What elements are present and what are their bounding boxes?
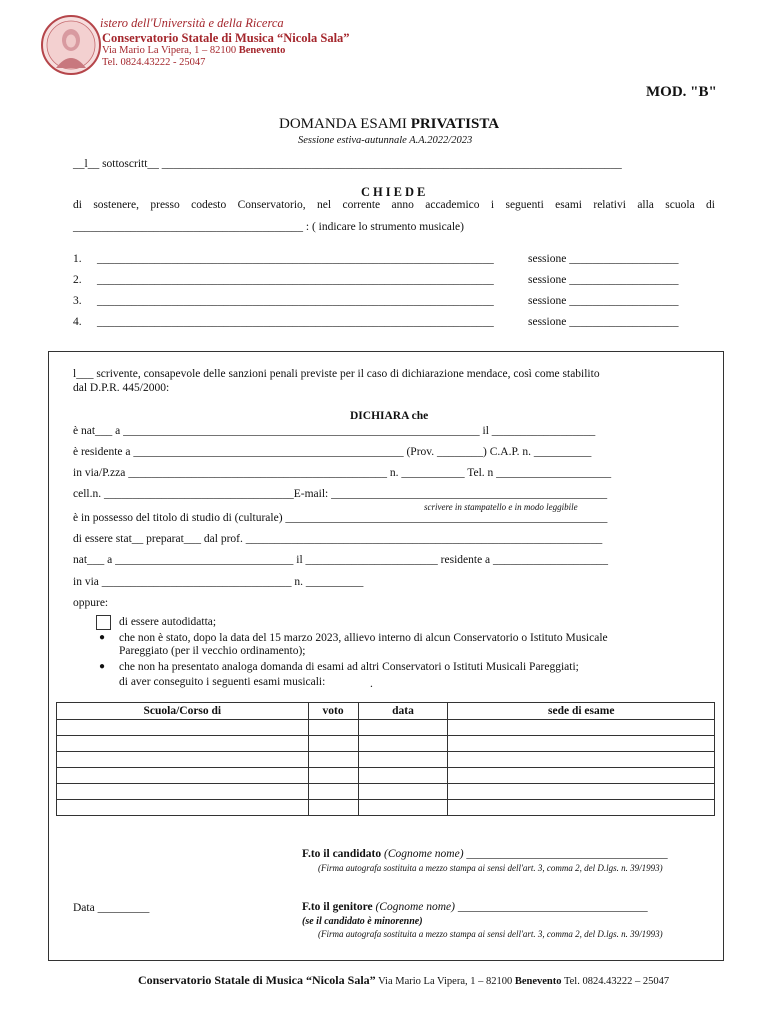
table-cell[interactable]: [308, 768, 358, 784]
table-cell[interactable]: [57, 800, 309, 816]
table-cell[interactable]: [358, 784, 448, 800]
residence-line[interactable]: è residente a _______________________________________________ (Prov. ________) C.A.P. n. __________: [73, 446, 592, 458]
request-text: di sostenere, presso codesto Conservatorio, nel corrente anno accademico i seguenti esami relativi alla scuola di: [73, 199, 715, 211]
write-legibly-note: scrivere in stampatello e in modo leggibile: [424, 502, 578, 512]
prepared-by-line[interactable]: di essere stat__ preparat___ dal prof. ______________________________________________________________: [73, 533, 603, 545]
conservatory-address: [102, 45, 285, 56]
table-cell[interactable]: [358, 720, 448, 736]
exam-line-1-session[interactable]: sessione ___________________: [528, 253, 679, 265]
parent-blank: _________________________________: [457, 901, 648, 913]
table-cell[interactable]: [358, 752, 448, 768]
table-header-row: [57, 703, 715, 720]
table-cell[interactable]: [57, 720, 309, 736]
table-cell[interactable]: [308, 752, 358, 768]
form-title: [279, 116, 499, 133]
candidate-signature-line[interactable]: [302, 848, 668, 860]
address-city: Benevento: [238, 45, 286, 56]
declaration-intro-2: dal D.P.R. 445/2000:: [73, 382, 170, 394]
table-row: [57, 800, 715, 816]
col-date: data: [358, 703, 448, 720]
table-cell[interactable]: [448, 736, 715, 752]
not-enrolled-text-2: Pareggiato (per il vecchio ordinamento);: [119, 645, 306, 657]
ministry-header: istero dell'Università e della Ricerca: [100, 16, 284, 30]
minor-note: (se il candidato è minorenne): [302, 916, 423, 927]
parent-name-hint: (Cognome nome): [372, 901, 458, 913]
col-grade: voto: [308, 703, 358, 720]
undersigned-line[interactable]: __l__ sottoscritt__ ________________________________________________________________________________: [73, 158, 622, 170]
table-row: [57, 720, 715, 736]
birth-place-date-line[interactable]: è nat___ a ______________________________________________________________ il __________________: [73, 425, 596, 437]
candidate-label: F.to il candidato: [302, 848, 382, 860]
passed-exams-text: di aver conseguito i seguenti esami musicali:: [119, 676, 326, 688]
conservatory-seal-logo: [40, 12, 102, 78]
session-subtitle: Sessione estiva-autunnale A.A.2022/2023: [298, 135, 473, 146]
street-phone-line[interactable]: in via/P.zza _____________________________________________ n. ___________ Tel. n ____________________: [73, 467, 612, 479]
candidate-signature-note: (Firma autografa sostituita a mezzo stampa ai sensi dell'art. 3, comma 2, del D.lgs. n. 39/1993): [318, 863, 663, 873]
conservatory-name: Conservatorio Statale di Musica “Nicola Sala”: [102, 31, 350, 45]
table-row: [57, 768, 715, 784]
exam-line-3-session[interactable]: sessione ___________________: [528, 295, 679, 307]
exam-line-2-session[interactable]: sessione ___________________: [528, 274, 679, 286]
exam-line-4[interactable]: _____________________________________________________________________: [97, 316, 494, 328]
exam-line-3-num: 3.: [73, 295, 82, 307]
table-row: [57, 736, 715, 752]
exam-line-4-num: 4.: [73, 316, 82, 328]
street-line-2[interactable]: in via _________________________________ n. __________: [73, 576, 364, 588]
exam-line-2[interactable]: _____________________________________________________________________: [97, 274, 494, 286]
parent-signature-line[interactable]: [302, 901, 648, 913]
self-taught-label: di essere autodidatta;: [119, 616, 217, 628]
footer-city: Benevento: [514, 976, 562, 987]
conservatory-phone: Tel. 0824.43222 - 25047: [102, 57, 206, 68]
stray-dot: .: [370, 678, 373, 690]
page-footer: [138, 973, 669, 988]
exam-line-4-session[interactable]: sessione ___________________: [528, 316, 679, 328]
candidate-blank: ___________________________________: [466, 848, 668, 860]
title-normal: DOMANDA ESAMI: [279, 116, 411, 132]
table-cell[interactable]: [57, 752, 309, 768]
footer-conservatory-name: Conservatorio Statale di Musica “Nicola Sala”: [138, 973, 376, 987]
not-enrolled-text-1: che non è stato, dopo la data del 15 marzo 2023, allievo interno di alcun Conservatorio o Istituto Musicale: [119, 632, 608, 644]
table-cell[interactable]: [308, 800, 358, 816]
candidate-name-hint: (Cognome nome): [381, 848, 467, 860]
no-other-application-text: che non ha presentato analoga domanda di esami ad altri Conservatori o Istituti Musicali Pareggiati;: [119, 661, 579, 673]
table-cell[interactable]: [57, 768, 309, 784]
col-exam-venue: sede di esame: [448, 703, 715, 720]
table-cell[interactable]: [448, 752, 715, 768]
table-cell[interactable]: [358, 768, 448, 784]
address-street: Via Mario La Vipera, 1 – 82100: [102, 45, 239, 56]
title-bold: PRIVATISTA: [410, 116, 500, 132]
table-cell[interactable]: [308, 736, 358, 752]
table-row: [57, 752, 715, 768]
study-title-line[interactable]: è in possesso del titolo di studio di (culturale) ________________________________________________________: [73, 512, 608, 524]
table-cell[interactable]: [358, 800, 448, 816]
declaration-intro-1: l___ scrivente, consapevole delle sanzioni penali previste per il caso di dichiarazione mendace, così come stabilito: [73, 368, 600, 380]
exam-line-1[interactable]: _____________________________________________________________________: [97, 253, 494, 265]
cell-email-line[interactable]: cell.n. _________________________________E-mail: ________________________________________________: [73, 488, 608, 500]
table-cell[interactable]: [358, 736, 448, 752]
exam-line-1-num: 1.: [73, 253, 82, 265]
footer-address: Via Mario La Vipera, 1 – 82100: [375, 976, 515, 987]
form-code: MOD. "B": [646, 84, 717, 100]
table-cell[interactable]: [308, 720, 358, 736]
self-taught-checkbox[interactable]: [96, 615, 111, 630]
dichiara-heading: DICHIARA che: [350, 410, 429, 422]
chiede-heading: CHIEDE: [361, 185, 429, 199]
table-cell[interactable]: [448, 784, 715, 800]
table-cell[interactable]: [57, 736, 309, 752]
instrument-line[interactable]: ________________________________________ : ( indicare lo strumento musicale): [73, 221, 464, 233]
exam-line-3[interactable]: _____________________________________________________________________: [97, 295, 494, 307]
date-line[interactable]: Data _________: [73, 902, 150, 914]
table-row: [57, 784, 715, 800]
bullet-icon: ●: [99, 661, 106, 672]
or-label: oppure:: [73, 597, 109, 609]
table-cell[interactable]: [308, 784, 358, 800]
table-cell[interactable]: [57, 784, 309, 800]
birth-residence-line-2[interactable]: nat___ a _______________________________ il _______________________ residente a ____________________: [73, 554, 609, 566]
parent-signature-note: (Firma autografa sostituita a mezzo stampa ai sensi dell'art. 3, comma 2, del D.lgs. n. 39/1993): [318, 929, 663, 939]
exam-line-2-num: 2.: [73, 274, 82, 286]
footer-phone: Tel. 0824.43222 – 25047: [561, 976, 670, 987]
table-cell[interactable]: [448, 768, 715, 784]
table-cell[interactable]: [448, 720, 715, 736]
bullet-icon: ●: [99, 632, 106, 643]
col-school-course: Scuola/Corso di: [57, 703, 309, 720]
parent-label: F.to il genitore: [302, 901, 373, 913]
table-cell[interactable]: [448, 800, 715, 816]
exams-table: [56, 702, 715, 816]
